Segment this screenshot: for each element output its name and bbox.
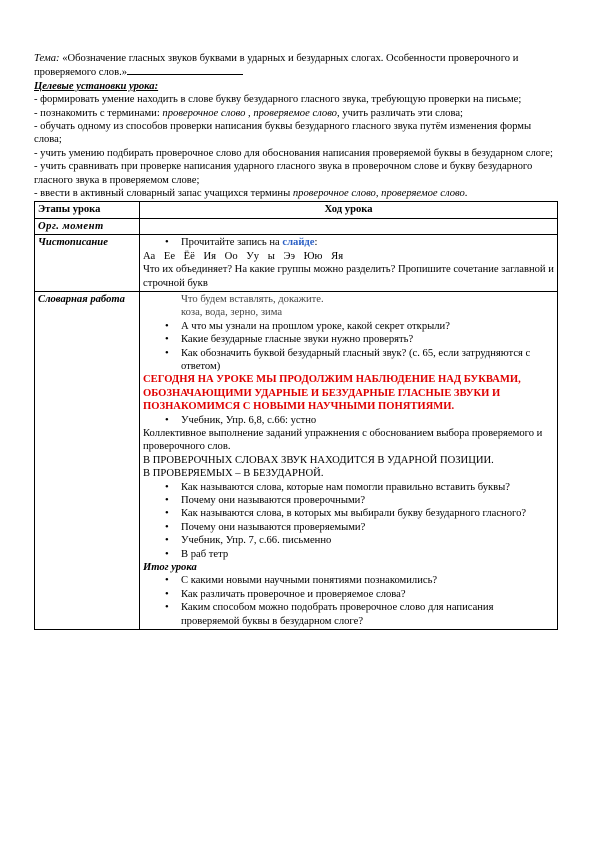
topic-label: Тема:: [34, 53, 60, 64]
goal-item: - обучать одному из способов проверки написания буквы безударного гласного звука путём изменения формы слова;: [34, 121, 532, 146]
topic: [34, 52, 554, 80]
stage-chist-content: [140, 235, 558, 292]
table-row: [35, 291, 558, 629]
goals-list: [34, 93, 554, 200]
table-row: [35, 235, 558, 292]
list-item: • Почему они называются проверяемыми?: [143, 521, 554, 534]
slide-link[interactable]: слайде: [282, 237, 315, 249]
table-header-row: [35, 202, 558, 218]
lesson-table: [34, 201, 558, 630]
stage-org-content: [140, 218, 558, 234]
summary-heading: Итог урока: [143, 562, 197, 574]
goal-item: - учить умению подбирать проверочное слово для обоснования написания проверяемой буквы в безударном слоге;: [34, 147, 553, 159]
stage-slov: Словарная работа: [35, 291, 140, 629]
list-item: • Как называются слова, в которых мы выбирали букву безударного гласного?: [143, 507, 554, 520]
list-item: • Почему они называются проверочными?: [143, 494, 554, 507]
para-3: В ПРОВЕРЯЕМЫХ – В БЕЗУДАРНОЙ.: [143, 468, 324, 480]
col-progress-header: Ход урока: [140, 202, 558, 218]
topic-underline: [127, 65, 243, 75]
list-item: • Как различать проверочное и проверяемое слова?: [143, 588, 554, 601]
topic-text: «Обозначение гласных звуков буквами в ударных и безударных слогах. Особенности проверочного и проверяемого слов.»: [34, 53, 519, 79]
list-item: • С какими новыми научными понятиями познакомились?: [143, 574, 554, 587]
list-item: • Учебник, Упр. 6,8, с.66: устно: [143, 414, 554, 427]
list-item: • Учебник, Упр. 7, с.66. письменно: [143, 534, 554, 547]
lesson-plan: [34, 52, 554, 630]
col-stage-header: Этапы урока: [35, 202, 140, 218]
gray-line-1: Что будем вставлять, докажите.: [181, 293, 324, 305]
stage-chist: Чистописание: [35, 235, 140, 292]
para-2: В ПРОВЕРОЧНЫХ СЛОВАХ ЗВУК НАХОДИТСЯ В УДАРНОЙ ПОЗИЦИИ.: [143, 454, 494, 466]
gray-line-2: коза, вода, зерно, зима: [181, 307, 283, 319]
stage-slov-content: [140, 291, 558, 629]
chist-question: Что их объединяет? На какие группы можно разделить? Пропишите сочетание заглавной и строчной букв: [143, 264, 554, 289]
list-item: • Прочитайте запись на слайде:: [143, 236, 554, 249]
list-item: • Как обозначить буквой безударный гласный звук? (с. 65, если затрудняются с ответом): [143, 347, 554, 374]
goals-title: Целевые установки урока:: [34, 80, 159, 92]
list-item: • А что мы узнали на прошлом уроке, какой секрет открыли?: [143, 320, 554, 333]
stage-org: Орг. момент: [35, 218, 140, 234]
list-item: • Каким способом можно подобрать проверочное слово для написания проверяемой буквы в безударном слоге?: [143, 601, 554, 628]
table-row: [35, 218, 558, 234]
goal-item: - формировать умение находить в слове букву безударного гласного звука, требующую проверки на письме;: [34, 94, 522, 106]
goal-item: - учить сравнивать при проверке написания ударного гласного звука в проверочном слове и букву безударного гласного звука в проверяемом слове;: [34, 161, 533, 186]
goal-item: - познакомить с терминами: проверочное слово , проверяемое слово, учить различать эти слова;: [34, 107, 463, 119]
list-item: • В раб тетр: [143, 548, 554, 561]
red-announcement: СЕГОДНЯ НА УРОКЕ МЫ ПРОДОЛЖИМ НАБЛЮДЕНИЕ НАД БУКВАМИ, ОБОЗНАЧАЮЩИМИ УДАРНЫЕ И БЕЗУДАРНЫЕ ГЛАСНЫЕ ЗВУКИ И ПОЗНАКОМИМСЯ С НОВЫМИ НАУЧНЫМИ ПОНЯТИЯМИ.: [143, 374, 521, 413]
list-item: • Какие безударные гласные звуки нужно проверять?: [143, 333, 554, 346]
list-item: • Как называются слова, которые нам помогли правильно вставить буквы?: [143, 481, 554, 494]
letters-line: Аа Ее Ёё Ия Оо Уу ы Ээ Юю Яя: [143, 250, 344, 262]
para-1: Коллективное выполнение заданий упражнения с обоснованием выбора проверяемого и проверочного слов.: [143, 427, 543, 453]
goal-item: - ввести в активный словарный запас учащихся термины проверочное слово, проверяемое слово.: [34, 188, 468, 200]
